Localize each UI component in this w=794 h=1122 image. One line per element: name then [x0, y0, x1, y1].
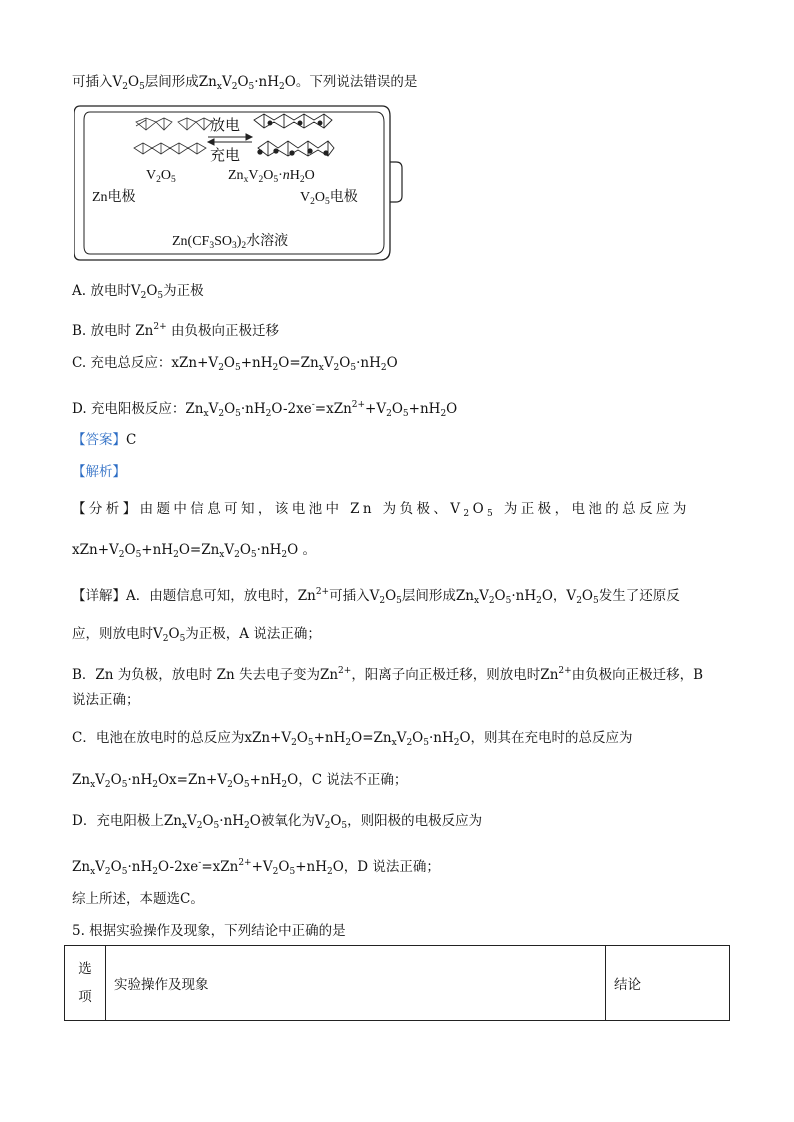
analysis-equation: $xZn+V_2O_5+nH_2O=Zn_xV_2O_5\cdot nH_2O$ 。 [72, 542, 317, 560]
charge-label: 充电 [210, 148, 241, 164]
detail-c-line1: C．电池在放电时的总反应为$xZn+V_2O_5+nH_2O=Zn_xV_2O_5\cdot nH_2O$，则其在充电时的总反应为 [72, 730, 633, 748]
detail-a-line1: 【详解】A．由题信息可知，放电时，$Zn^{2+}$可插入$V_2O_5$层间形成$Zn_xV_2O_5\cdot nH_2O$，$V_2O_5$发生了还原反 [72, 587, 680, 606]
option-a: A. 放电时$V_2O_5$为正极 [72, 283, 204, 301]
question-5: 5. 根据实验操作及现象，下列结论中正确的是 [72, 923, 346, 939]
znxv2o5-label: $Zn_xV_2O_5\cdot nH_2O$ [228, 168, 315, 185]
detail-a-line2: 应，则放电时$V_2O_5$为正极，A 说法正确； [72, 626, 321, 644]
table-header-row [65, 946, 730, 1021]
summary: 综上所述，本题选C。 [72, 891, 204, 907]
battery-diagram [74, 104, 382, 259]
option-d: D. 充电阳极反应：$Zn_xV_2O_5\cdot nH_2O-2xe^-=xZn^{2+}+V_2O_5+nH_2O$ [72, 400, 458, 419]
option-c: C. 充电总反应：$xZn+V_2O_5+nH_2O=Zn_xV_2O_5\cdot nH_2O$ [72, 355, 398, 373]
v2o5-label: $V_2O_5$ [146, 168, 176, 185]
analysis-heading: 【解析】 [72, 464, 126, 480]
analysis-paragraph: 【分析】由题中信息可知，该电池中 Zn 为负极、$V_2O_5$ 为正极，电池的总反应为 [72, 501, 690, 519]
header-conclusion: 结论 [606, 946, 730, 1021]
zn-electrode-label: Zn电极 [92, 190, 136, 205]
question-intro: 可插入$V_2O_5$层间形成$Zn_xV_2O_5\cdot nH_2O$。下列说法错误的是 [72, 74, 418, 92]
detail-d-line1: D．充电阳极上$Zn_xV_2O_5\cdot nH_2O$被氧化为$V_2O_5$，则阳极的电极反应为 [72, 813, 483, 831]
detail-d-line2: $Zn_xV_2O_5\cdot nH_2O-2xe^-=xZn^{2+}+V_2O_5+nH_2O$，D 说法正确； [72, 858, 440, 877]
electrolyte-label: $Zn(CF_3SO_3)_2$水溶液 [172, 234, 289, 251]
v2o5-electrode-label: $V_2O_5$电极 [300, 190, 358, 207]
v2o5-crystal-layer [134, 118, 212, 154]
znxv2o5-crystal-layer [254, 114, 334, 156]
detail-c-line2: $Zn_xV_2O_5\cdot nH_2Ox=Zn+V_2O_5+nH_2O$，C 说法不正确； [72, 772, 408, 790]
detail-b-line1: B．Zn 为负极，放电时 Zn 失去电子变为$Zn^{2+}$，阳离子向正极迁移，则放电时$Zn^{2+}$由负极向正极迁移，B [72, 666, 704, 683]
header-operation: 实验操作及现象 [106, 946, 606, 1021]
header-option: 选 项 [65, 946, 106, 1021]
answer: 【答案】C [72, 432, 137, 448]
detail-b-line2: 说法正确； [72, 692, 140, 708]
option-b: B. 放电时 $Zn^{2+}$ 由负极向正极迁移 [72, 322, 279, 339]
experiment-table [64, 945, 730, 1021]
discharge-label: 放电 [210, 118, 241, 134]
